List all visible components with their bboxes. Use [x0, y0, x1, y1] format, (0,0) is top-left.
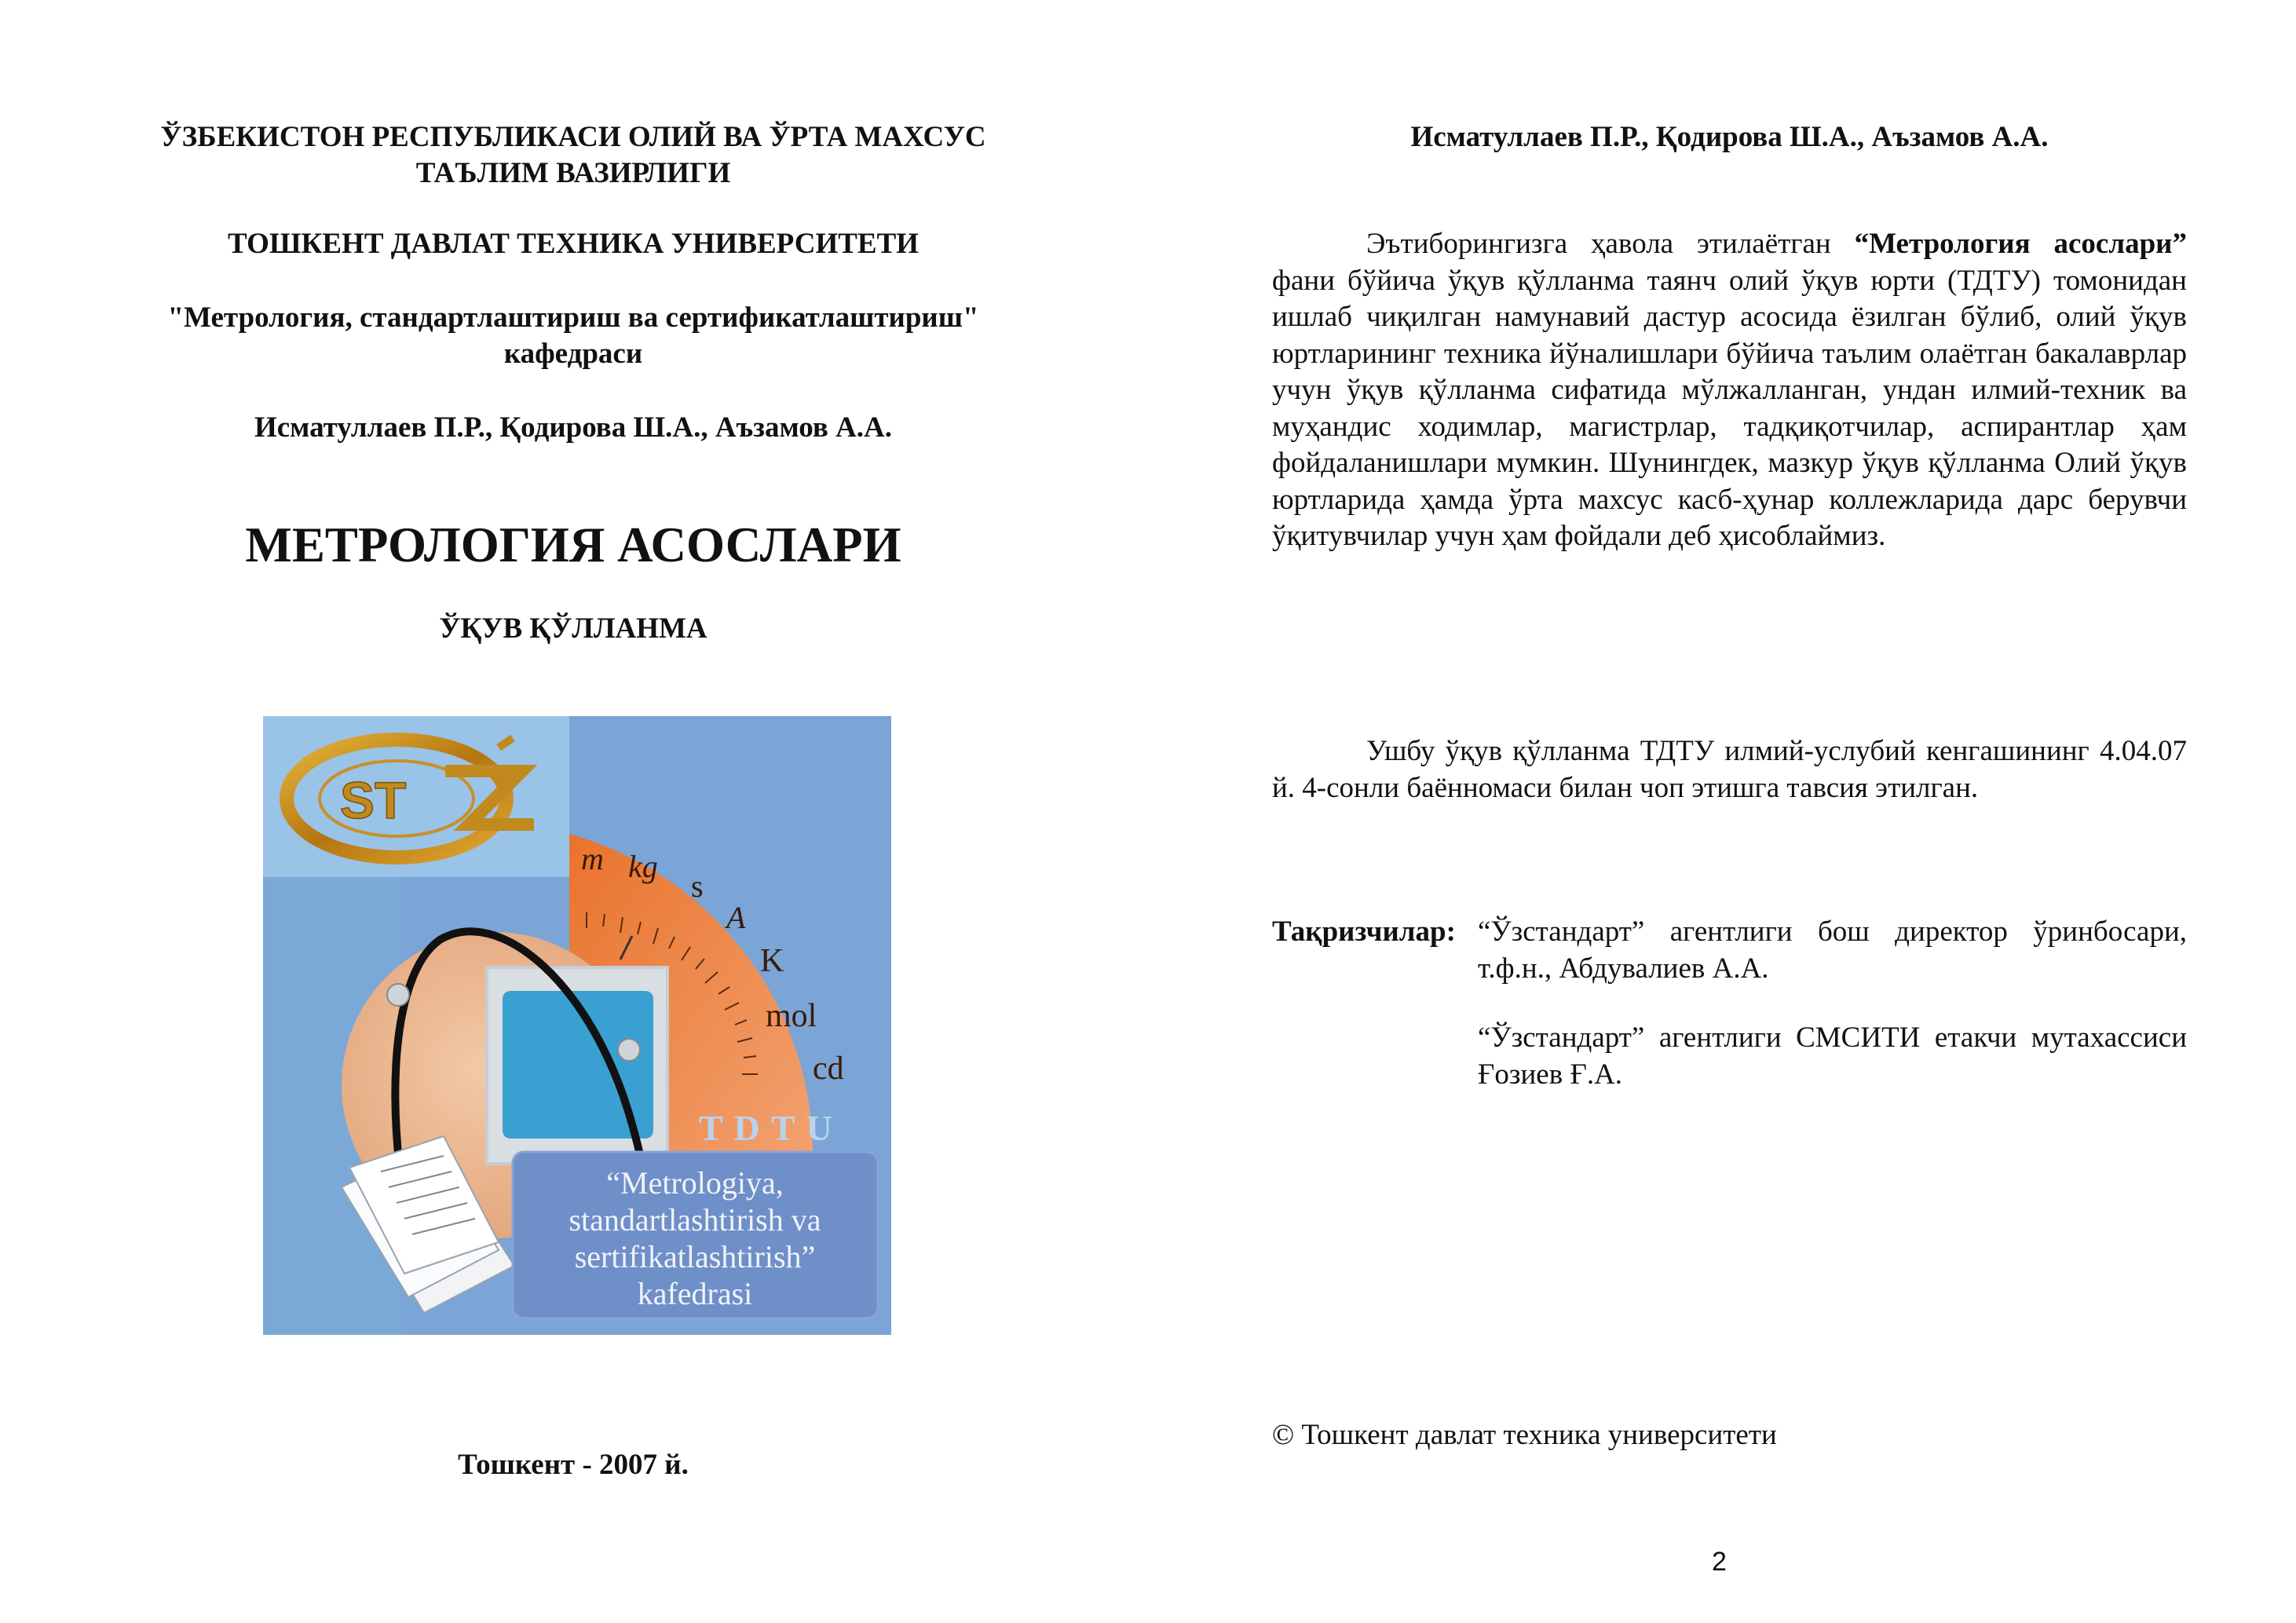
approval-text: Ушбу ўқув қўлланма ТДТУ илмий-услубий кенгашининг 4.04.07 й. 4-сонли баённомаси билан чоп этишга тавсия этилган. [1272, 735, 2187, 804]
orbit-ball-2 [618, 1039, 640, 1061]
city-year: Тошкент - 2007 й. [458, 1449, 689, 1481]
annotation-book-title: “Метрология асослари” [1854, 228, 2187, 260]
orbit-ball-1 [387, 984, 409, 1006]
department-heading [110, 300, 1036, 372]
department-line-1: "Метрология, стандартлаштириш ва сертификатлаштириш" [167, 302, 979, 334]
approval-paragraph [1272, 733, 2187, 806]
caption-line-4: kafedrasi [637, 1276, 753, 1311]
cover-graphic [263, 716, 891, 1335]
caption-line-1: “Metrologiya, [606, 1165, 784, 1201]
unit-m: m [581, 841, 604, 876]
authors-left: Исматуллаев П.Р., Қодирова Ш.А., Аъзамов А.А. [254, 411, 893, 444]
logo-text: ST [340, 771, 407, 829]
reviewer-2: “Ўзстандарт” агентлиги СМСИТИ етакчи мутахассиси Ғозиев Ғ.А. [1478, 1022, 2187, 1091]
ministry-line-1: ЎЗБЕКИСТОН РЕСПУБЛИКАСИ ОЛИЙ ВА ЎРТА МАХСУС [160, 121, 986, 153]
copyright-line: © Тошкент давлат техника университети [1272, 1419, 1777, 1451]
book-title: МЕТРОЛОГИЯ АСОСЛАРИ [245, 517, 901, 572]
unit-A: A [726, 900, 746, 935]
authors-right: Исматуллаев П.Р., Қодирова Ш.А., Аъзамов А.А. [1410, 121, 2049, 153]
ministry-heading [110, 119, 1036, 192]
unit-s: s [691, 868, 704, 904]
caption-line-2: standartlashtirish va [569, 1202, 821, 1237]
unit-kg: kg [628, 849, 658, 884]
unit-mol: mol [766, 998, 817, 1034]
university-heading: ТОШКЕНТ ДАВЛАТ ТЕХНИКА УНИВЕРСИТЕТИ [227, 228, 919, 260]
reviewers-label: Тақризчилар: [1272, 916, 1456, 948]
ministry-line-2: ТАЪЛИМ ВАЗИРЛИГИ [415, 157, 731, 189]
unit-cd: cd [813, 1051, 844, 1087]
page-number: 2 [1712, 1547, 1727, 1577]
book-subtitle: ЎҚУВ ҚЎЛЛАНМА [439, 612, 707, 645]
tdtu-label: TDTU [699, 1108, 843, 1148]
caption-line-3: sertifikatlashtirish” [574, 1239, 816, 1274]
reviewer-1: “Ўзстандарт” агентлиги бош директор ўринбосари, т.ф.н., Абдувалиев А.А. [1478, 916, 2187, 985]
annotation-paragraph [1272, 226, 2187, 555]
department-line-2: кафедраси [503, 338, 643, 370]
unit-K: K [760, 943, 784, 979]
annotation-text-start: Эътиборингизга ҳавола этилаётган [1366, 228, 1855, 260]
cover-illustration [263, 716, 891, 1335]
annotation-text-rest: фани бўйича ўқув қўлланма таянч олий ўқув юрти (ТДТУ) томонидан ишлаб чиқилган намунавий дастур асосида ёзилган бўлиб, олий ўқув юртларининг техника йўналишлари бўйича таълим олаётган бакалаврлар учун ўқув қўлланма сифатида мўлжалланган, ундан илмий-техник ва муҳандис ходимлар, магистрлар, тадқиқотчилар, аспирантлар ҳам фойдаланишлари мумкин. Шунингдек, мазкур ўқув қўлланма Олий ўқув юртларида ҳамда ўрта махсус касб-ҳунар коллежларида дарс берувчи ўқитувчилар учун ҳам фойдали деб ҳисоблаймиз. [1272, 264, 2187, 552]
